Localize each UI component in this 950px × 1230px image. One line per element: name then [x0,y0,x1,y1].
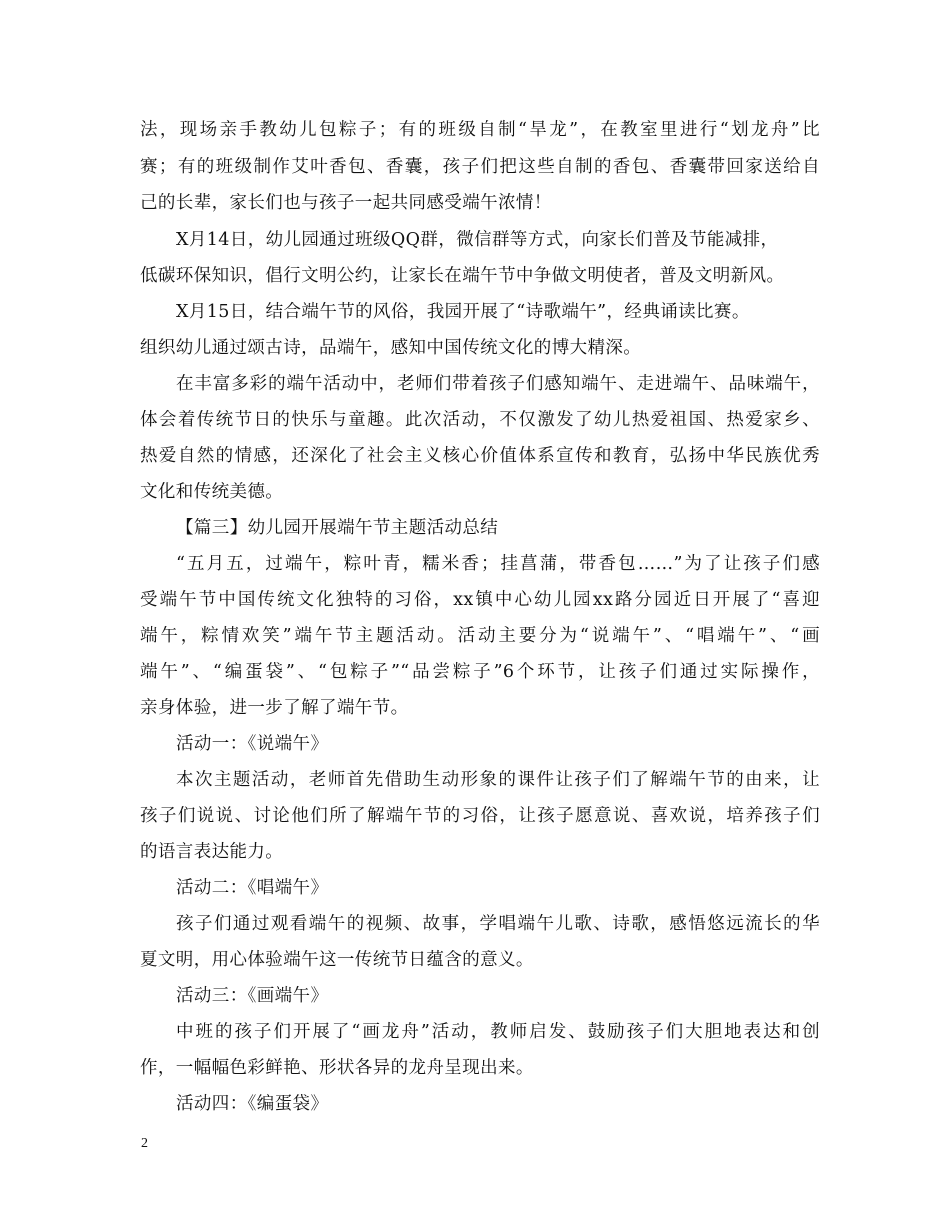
activity-heading: 活动三：《画端午》 [176,986,329,1006]
body-text-line: 热爱自然的情感，还深化了社会主义核心价值体系宣传和教育，弘扬中华民族优秀 [140,446,820,466]
activity-heading: 活动二：《唱端午》 [176,878,329,898]
body-text-line: 低碳环保知识，倡行文明公约，让家长在端午节中争做文明使者，普及文明新风。 [140,266,785,286]
body-text-line: 己的长辈，家长们也与孩子一起共同感受端午浓情！ [140,193,552,213]
body-text-line: “五月五，过端午，粽叶青，糯米香；挂菖蒲，带香包……”为了让孩子们感 [176,554,820,574]
body-text-line: X月14日，幼儿园通过班级QQ群，微信群等方式，向家长们普及节能减排， [176,230,779,250]
body-text-line: 亲身体验，进一步了解了端午节。 [140,698,409,718]
body-text-line: 中班的孩子们开展了“画龙舟”活动，教师启发、鼓励孩子们大胆地表达和创 [176,1022,820,1042]
body-text-line: 夏文明，用心体验端午这一传统节日蕴含的意义。 [140,950,534,970]
body-text-line: 端午，粽情欢笑”端午节主题活动。活动主要分为“说端午”、“唱端午”、“画 [140,626,820,646]
body-text-line: 受端午节中国传统文化独特的习俗，xx镇中心幼儿园xx路分园近日开展了“喜迎 [140,590,820,610]
body-text-line: 孩子们说说、讨论他们所了解端午节的习俗，让孩子愿意说、喜欢说，培养孩子们 [140,806,820,826]
page-number: 2 [141,1136,148,1151]
activity-heading: 活动一：《说端午》 [176,734,329,754]
body-text-line: 赛；有的班级制作艾叶香包、香囊，孩子们把这些自制的香包、香囊带回家送给自 [140,157,820,177]
body-text-line: 孩子们通过观看端午的视频、故事，学唱端午儿歌、诗歌，感悟悠远流长的华 [176,914,820,934]
body-text-line: 的语言表达能力。 [140,842,284,862]
body-text-line: 在丰富多彩的端午活动中，老师们带着孩子们感知端午、走进端午、品味端午， [176,374,820,394]
body-text-line: 文化和传统美德。 [140,482,284,502]
body-text-line: 法，现场亲手教幼儿包粽子；有的班级自制“旱龙”，在教室里进行“划龙舟”比 [140,120,820,140]
body-text-line: 组织幼儿通过颂古诗，品端午，感知中国传统文化的博大精深。 [140,338,642,358]
section-heading: 【篇三】幼儿园开展端午节主题活动总结 [176,518,499,538]
body-text-line: 端午”、“编蛋袋”、“包粽子”“品尝粽子”6个环节，让孩子们通过实际操作， [140,662,820,682]
body-text-line: 作，一幅幅色彩鲜艳、形状各异的龙舟呈现出来。 [140,1058,534,1078]
body-text-line: 体会着传统节日的快乐与童趣。此次活动，不仅激发了幼儿热爱祖国、热爱家乡、 [140,410,820,430]
activity-heading: 活动四：《编蛋袋》 [176,1094,329,1114]
body-text-line: 本次主题活动，老师首先借助生动形象的课件让孩子们了解端午节的由来，让 [176,770,820,790]
body-text-line: X月15日，结合端午节的风俗，我园开展了“诗歌端午”，经典诵读比赛。 [176,302,750,322]
